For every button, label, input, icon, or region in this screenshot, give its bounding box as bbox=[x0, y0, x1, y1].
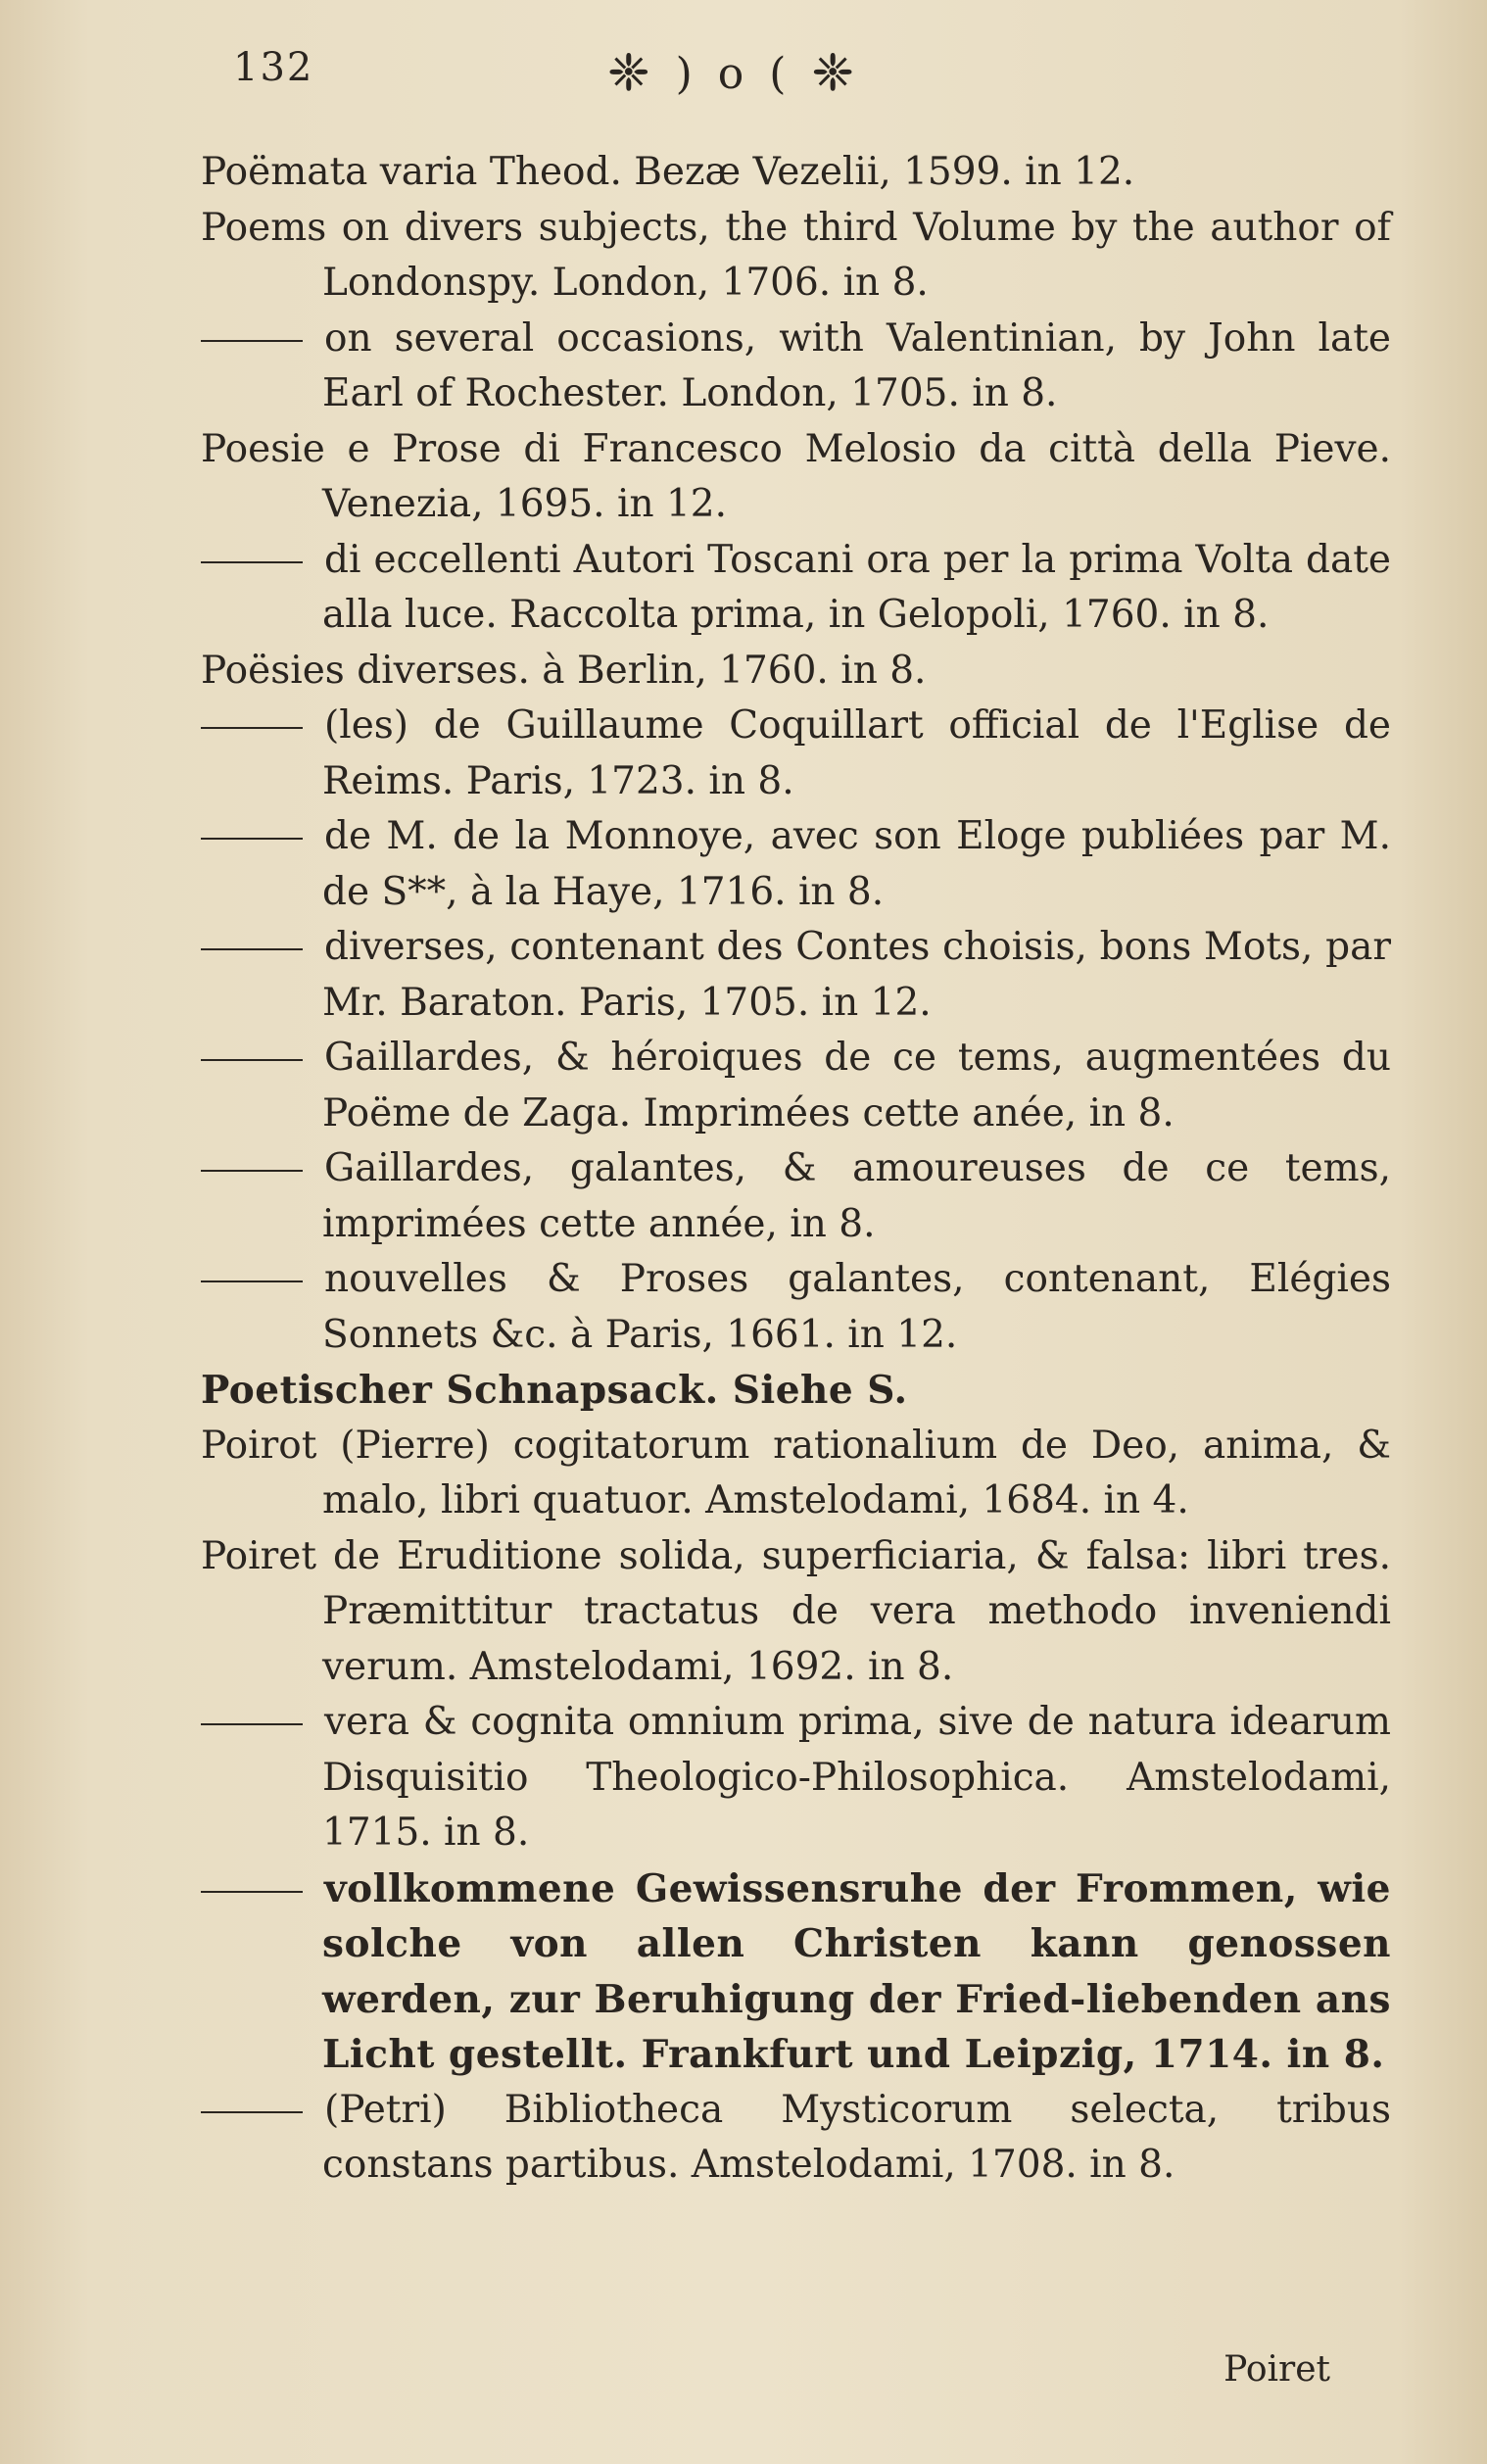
entry-text: nouvelles & Proses galantes, contenant, Elégies Sonnets &c. à Paris, 1661. in 12. bbox=[322, 1257, 1391, 1357]
catalog-entry bbox=[201, 1695, 1391, 1861]
entry-text: diverses, contenant des Contes choisis, bons Mots, par Mr. Baraton. Paris, 1705. in 12. bbox=[322, 925, 1391, 1025]
entry-text: vollkommene Gewissensruhe der Frommen, wie solche von allen Christen kann genossen werden, zur Beruhigung der Fried-liebenden ans Licht gestellt. Frankfurt und Leipzig, 1714. in 8. bbox=[322, 1865, 1391, 2077]
ditto-dash bbox=[201, 1170, 303, 1172]
page-header bbox=[0, 39, 1487, 108]
entry-text: de M. de la Monnoye, avec son Eloge publiées par M. de S**, à la Haye, 1716. in 8. bbox=[322, 814, 1391, 914]
page-number: 132 bbox=[233, 45, 314, 90]
ditto-dash bbox=[201, 1280, 303, 1282]
ornament-star-right-icon: ❈ bbox=[811, 44, 854, 103]
catalog-entries bbox=[201, 145, 1391, 2194]
entry-text: Poiret de Eruditione solida, superficiaria, & falsa: libri tres. Præmittitur tractatus de vera methodo inveniendi verum. Amstelodami, 1692. in 8. bbox=[201, 1533, 1391, 1689]
ornament-star-left-icon: ❈ bbox=[607, 44, 650, 103]
ornament-paren-right: ) bbox=[675, 48, 693, 99]
ornament-paren-left: ( bbox=[769, 48, 787, 99]
entry-text: di eccellenti Autori Toscani ora per la prima Volta date alla luce. Raccolta prima, in Gelopoli, 1760. in 8. bbox=[322, 537, 1391, 637]
ornament-circle: o bbox=[717, 48, 744, 99]
entry-text: (les) de Guillaume Coquillart official de l'Eglise de Reims. Paris, 1723. in 8. bbox=[322, 703, 1391, 803]
ditto-dash bbox=[201, 340, 303, 342]
catchword: Poiret bbox=[1223, 2349, 1330, 2390]
catalog-entry bbox=[201, 1141, 1391, 1252]
catalog-entry bbox=[201, 809, 1391, 920]
entry-text: Poësies diverses. à Berlin, 1760. in 8. bbox=[201, 648, 927, 693]
ditto-dash bbox=[201, 1723, 303, 1725]
entry-text: Poëmata varia Theod. Bezæ Vezelii, 1599. in 12. bbox=[201, 150, 1135, 194]
ditto-dash bbox=[201, 1059, 303, 1061]
ditto-dash bbox=[201, 561, 303, 563]
entry-text: Poetischer Schnapsack. Siehe S. bbox=[201, 1368, 908, 1413]
catalog-entry bbox=[201, 699, 1391, 809]
catalog-entry bbox=[201, 1529, 1391, 1696]
header-ornament bbox=[607, 39, 999, 108]
entry-text: Poems on divers subjects, the third Volume by the author of Londonspy. London, 1706. in 8. bbox=[201, 205, 1391, 305]
ditto-dash bbox=[201, 2111, 303, 2113]
ditto-dash bbox=[201, 948, 303, 950]
entry-text: vera & cognita omnium prima, sive de natura idearum Disquisitio Theologico-Philosophica. Amstelodami, 1715. in 8. bbox=[322, 1700, 1391, 1855]
entry-text: on several occasions, with Valentinian, by John late Earl of Rochester. London, 1705. in 8. bbox=[322, 315, 1391, 415]
entry-text: (Petri) Bibliotheca Mysticorum selecta, tribus constans partibus. Amstelodami, 1708. in 8. bbox=[322, 2087, 1391, 2187]
catalog-entry bbox=[201, 2083, 1391, 2194]
catalog-entry bbox=[201, 1363, 1391, 1419]
catalog-entry bbox=[201, 920, 1391, 1031]
catalog-entry bbox=[201, 201, 1391, 312]
ditto-dash bbox=[201, 838, 303, 840]
catalog-entry bbox=[201, 533, 1391, 644]
catalog-entry bbox=[201, 1031, 1391, 1141]
entry-text: Gaillardes, & héroiques de ce tems, augmentées du Poëme de Zaga. Imprimées cette anée, in 8. bbox=[322, 1036, 1391, 1135]
catalog-entry bbox=[201, 1252, 1391, 1363]
catalog-entry bbox=[201, 145, 1391, 201]
entry-text: Gaillardes, galantes, & amoureuses de ce tems, imprimées cette année, in 8. bbox=[322, 1146, 1391, 1246]
ditto-dash bbox=[201, 727, 303, 729]
catalog-entry bbox=[201, 1419, 1391, 1529]
entry-text: Poesie e Prose di Francesco Melosio da città della Pieve. Venezia, 1695. in 12. bbox=[201, 426, 1391, 526]
ditto-dash bbox=[201, 1891, 303, 1893]
catalog-entry bbox=[201, 1861, 1391, 2083]
catalog-entry bbox=[201, 312, 1391, 422]
catalog-entry bbox=[201, 644, 1391, 700]
catalog-entry bbox=[201, 422, 1391, 533]
entry-text: Poirot (Pierre) cogitatorum rationalium de Deo, anima, & malo, libri quatuor. Amstelodami, 1684. in 4. bbox=[201, 1423, 1391, 1522]
